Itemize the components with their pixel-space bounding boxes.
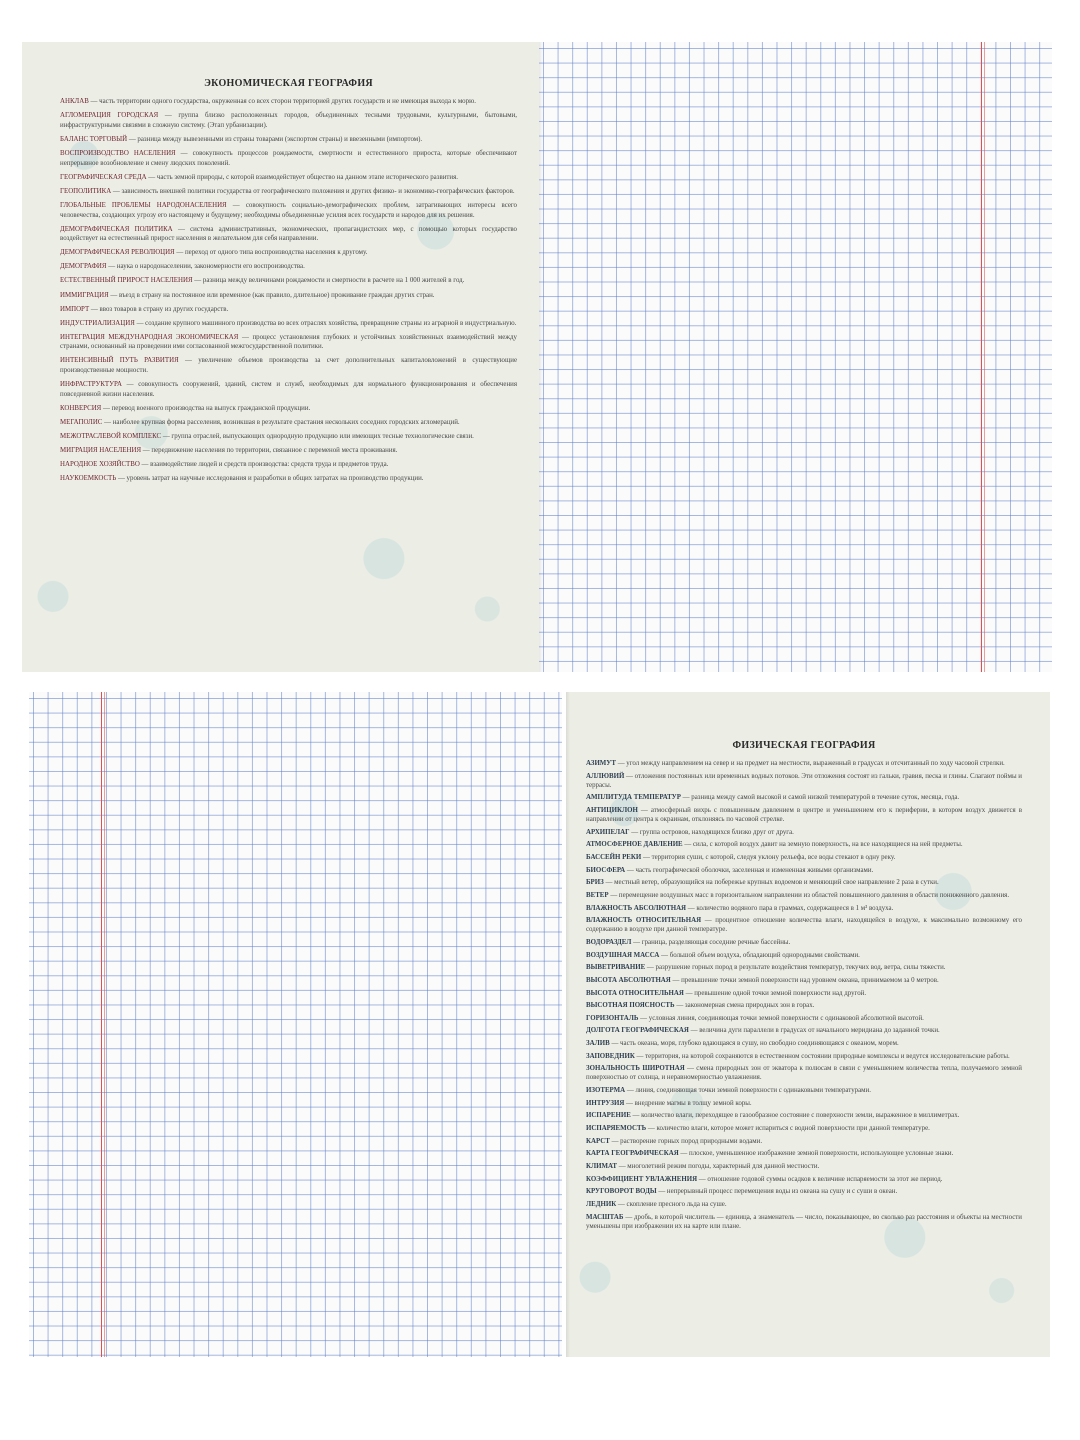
glossary-term: КАРТА ГЕОГРАФИЧЕСКАЯ — [586, 1150, 679, 1158]
glossary-entry — [60, 225, 517, 245]
glossary-definition: — дробь, в которой числитель — единица, а знаменатель — число, показывающее, во сколько раз расстояния и объекты на местности уменьшены при изображении их на карте или плане. — [586, 1213, 1022, 1230]
glossary-term: ИСПАРЯЕМОСТЬ — [586, 1125, 647, 1133]
glossary-definition: — отложения постоянных или временных водных потоков. Эти отложения состоят из гальки, гравия, песка и глины. Слагают поймы и террасы. — [586, 772, 1022, 789]
glossary-definition: — количество влаги, которое может испариться с водной поверхности при данной температуре. — [646, 1125, 930, 1133]
glossary-entry — [586, 1213, 1022, 1231]
glossary-entry — [60, 460, 517, 470]
glossary-entry — [586, 1026, 1022, 1035]
glossary-definition: — процесс установления глубоких и устойчивых хозяйственных взаимодействий между странами, основанный на проведении ими согласованной межгосударственной политики. — [60, 333, 517, 351]
glossary-entry — [586, 1111, 1022, 1120]
glossary-definition: — группа отраслей, выпускающих однородную продукцию или имеющих тесные технологические связи. — [161, 433, 474, 441]
glossary-definition: — создание крупного машинного производства во всех отраслях хозяйства, превращение страны из аграрной в индустриальную. — [134, 319, 517, 327]
glossary-entry — [586, 1064, 1022, 1082]
glossary-definition: — непрерывный процесс перемещения воды из океана на сушу и с суши в океан. — [656, 1188, 898, 1196]
glossary-definition: — территория суши, с которой, следуя уклону рельефа, все воды стекают в одну реку. — [641, 854, 896, 862]
glossary-definition: — разница между вывезенными из страны товарами (экспортом страны) и ввезенными (импортом). — [127, 135, 423, 143]
glossary-definition: — скопление пресного льда на суше. — [616, 1200, 727, 1208]
grid-page-top-right — [539, 42, 1052, 672]
glossary-term: ИСПАРЕНИЕ — [586, 1112, 631, 1120]
physical-geography-page — [566, 692, 1050, 1357]
glossary-entry — [586, 1124, 1022, 1133]
glossary-term: ЗАПОВЕДНИК — [586, 1052, 635, 1060]
glossary-definition: — передвижение населения по территории, связанное с переменой места проживания. — [141, 447, 398, 455]
glossary-term: КАРСТ — [586, 1137, 610, 1145]
glossary-definition: — граница, разделяющая соседние речные бассейны. — [631, 938, 791, 946]
glossary-term: АРХИПЕЛАГ — [586, 828, 630, 836]
glossary-entry — [60, 97, 517, 107]
glossary-entry — [586, 1001, 1022, 1010]
glossary-term: ВОЗДУШНАЯ МАССА — [586, 951, 660, 959]
page-title: ЭКОНОМИЧЕСКАЯ ГЕОГРАФИЯ — [204, 78, 373, 89]
glossary-term: КРУГОВОРОТ ВОДЫ — [586, 1188, 657, 1196]
glossary-term: КЛИМАТ — [586, 1162, 617, 1170]
glossary-term: ВЛАЖНОСТЬ АБСОЛЮТНАЯ — [586, 904, 687, 912]
glossary-entry — [60, 135, 517, 145]
glossary-term: БАЛАНС ТОРГОВЫЙ — [60, 135, 128, 143]
glossary-term: ГОРИЗОНТАЛЬ — [586, 1014, 639, 1022]
glossary-term: ВЫСОТА АБСОЛЮТНАЯ — [586, 976, 671, 984]
glossary-entry — [60, 187, 517, 197]
glossary-definition: — группа близко расположенных городов, объединенных тесными трудовыми, культурными, бытовыми, инфраструктурными связями в сложную систему. (Этап урбанизации). — [60, 112, 517, 129]
glossary-entry — [586, 1014, 1022, 1023]
glossary-entry — [586, 916, 1022, 934]
glossary-definition: — зависимость внешней политики государства от географического положения и других физико- и экономико-географических факторов. — [111, 187, 515, 195]
glossary-entry — [586, 1039, 1022, 1048]
glossary-term: ВЫВЕТРИВАНИЕ — [586, 964, 646, 972]
glossary-definition: — атмосферный вихрь с повышенным давлением в центре и уменьшением его к периферии, в котором воздух движется в направлении от центра к окраинам, отклоняясь по часовой стрелке. — [586, 807, 1022, 824]
glossary-term: ВЕТЕР — [586, 891, 609, 899]
glossary-definition: — уровень затрат на научные исследования и разработки в общих затратах на производство продукции. — [116, 475, 424, 483]
glossary-term: БРИЗ — [586, 879, 604, 887]
glossary-definition: — территория, на которой сохраняются в естественном состоянии природные комплексы и ведутся исследовательские работы. — [634, 1052, 1010, 1060]
glossary-entry — [586, 891, 1022, 900]
glossary-term: АЛЛЮВИЙ — [586, 772, 625, 780]
glossary-definition: — многолетний режим погоды, характерный для данной местности. — [616, 1162, 820, 1170]
glossary-term: ГЕОГРАФИЧЕСКАЯ СРЕДА — [60, 173, 147, 181]
glossary-entry — [586, 828, 1022, 837]
glossary-term: ДОЛГОТА ГЕОГРАФИЧЕСКАЯ — [586, 1027, 689, 1035]
glossary-entry — [586, 759, 1022, 768]
glossary-definition: — большой объем воздуха, обладающий однородными свойствами. — [659, 951, 860, 959]
grid-page-bottom-left — [29, 692, 562, 1357]
glossary-entry — [586, 1086, 1022, 1095]
glossary-definition: — часть океана, моря, глубоко вдающаяся в сушу, но свободно соединяющаяся с океаном, морем. — [609, 1040, 899, 1048]
glossary-term: МЕЖОТРАСЛЕВОЙ КОМПЛЕКС — [60, 433, 162, 441]
glossary-definition: — величина дуги параллели в градусах от начального меридиана до заданной точки. — [688, 1027, 940, 1035]
glossary-entry — [60, 173, 517, 183]
glossary-entry — [60, 111, 517, 131]
glossary-definition: — процентное отношение количества влаги, находящейся в воздухе, к максимально возможному его содержанию в воздухе при данной температуре. — [586, 917, 1022, 934]
glossary-term: ЗОНАЛЬНОСТЬ ШИРОТНАЯ — [586, 1065, 685, 1073]
glossary-entry — [586, 938, 1022, 947]
glossary-term: ВОСПРОИЗВОДСТВО НАСЕЛЕНИЯ — [60, 149, 176, 157]
glossary-definition: — разрушение горных пород в результате воздействия температур, текучих вод, ветра, силы тяжести. — [645, 964, 946, 972]
glossary-entry — [586, 878, 1022, 887]
glossary-term: ДЕМОГРАФИЯ — [60, 263, 107, 271]
glossary-term: БАССЕЙН РЕКИ — [586, 854, 642, 862]
margin-line — [984, 42, 985, 672]
margin-line — [101, 692, 102, 1357]
glossary-term: АНТИЦИКЛОН — [586, 807, 638, 815]
glossary-term: ИНТЕНСИВНЫЙ ПУТЬ РАЗВИТИЯ — [60, 357, 179, 365]
glossary-entry — [586, 1052, 1022, 1061]
glossary-term: МАСШТАБ — [586, 1213, 624, 1221]
glossary-entry — [60, 149, 517, 169]
glossary-entry — [586, 840, 1022, 849]
glossary-entry — [586, 853, 1022, 862]
glossary-entry — [586, 772, 1022, 790]
glossary-definition: — сила, с которой воздух давит на земную поверхность, на все находящиеся на ней предметы. — [682, 841, 963, 849]
glossary-term: ДЕМОГРАФИЧЕСКАЯ РЕВОЛЮЦИЯ — [60, 249, 175, 257]
glossary-definition: — увеличение объемов производства за счет дополнительных капиталовложений в существующие производственные мощности. — [60, 357, 517, 375]
glossary-entry — [60, 380, 517, 400]
glossary-definition: — отношение годовой суммы осадков к величине испаряемости за этот же период. — [697, 1175, 943, 1183]
glossary-entry — [60, 333, 517, 353]
glossary-definition: — местный ветер, образующийся на побережье крупных водоемов и меняющий свое направление 2 раза в сутки. — [603, 879, 939, 887]
glossary-definition: — часть территории одного государства, окруженная со всех сторон территорией других государств и не имеющая выхода к морю. — [88, 98, 476, 105]
glossary-term: ГЕОПОЛИТИКА — [60, 187, 112, 195]
spine-shadow — [566, 692, 570, 1357]
glossary-definition: — условная линия, соединяющая точки земной поверхности с одинаковой абсолютной высотой. — [638, 1014, 924, 1022]
glossary-term: ИНТЕГРАЦИЯ МЕЖДУНАРОДНАЯ ЭКОНОМИЧЕСКАЯ — [60, 333, 239, 341]
glossary-definition: — ввоз товаров в страну из других государств. — [89, 305, 229, 313]
glossary-entry — [586, 951, 1022, 960]
glossary-definition: — перевод военного производства на выпуск гражданской продукции. — [101, 405, 311, 413]
glossary-entry — [586, 989, 1022, 998]
glossary-entry — [586, 963, 1022, 972]
glossary-entry — [586, 866, 1022, 875]
glossary-entry — [60, 356, 517, 376]
glossary-definition: — часть земной природы, с которой взаимодействует общество на данном этапе исторического развития. — [146, 173, 458, 181]
glossary-definition: — количество водяного пара в граммах, содержащееся в 1 м³ воздуха. — [686, 904, 894, 912]
glossary-term: ИМПОРТ — [60, 305, 90, 313]
glossary-entry — [586, 1137, 1022, 1146]
glossary-term: НАРОДНОЕ ХОЗЯЙСТВО — [60, 461, 140, 469]
glossary-term: МИГРАЦИЯ НАСЕЛЕНИЯ — [60, 447, 142, 455]
glossary-entry — [586, 976, 1022, 985]
glossary-term: АЗИМУТ — [586, 760, 616, 767]
glossary-term: ВЛАЖНОСТЬ ОТНОСИТЕЛЬНАЯ — [586, 917, 702, 925]
glossary-entry — [60, 319, 517, 329]
glossary-entry — [60, 201, 517, 221]
glossary-term: АТМОСФЕРНОЕ ДАВЛЕНИЕ — [586, 841, 683, 849]
glossary-definition: — линия, соединяющая точки земной поверхности с одинаковыми температурами. — [625, 1087, 871, 1095]
glossary-definition: — совокупность процессов рождаемости, смертности и естественного прироста, которые обеспечивают непрерывное возобновление и смену людских поколений. — [60, 149, 517, 167]
glossary-list — [586, 759, 1022, 1231]
glossary-term: ВОДОРАЗДЕЛ — [586, 938, 632, 946]
glossary-definition: — превышение одной точки земной поверхности над другой. — [683, 989, 867, 997]
glossary-term: МЕГАПОЛИС — [60, 419, 103, 427]
glossary-definition: — растворение горных пород природными водами. — [609, 1137, 763, 1145]
glossary-term: ИНДУСТРИАЛИЗАЦИЯ — [60, 319, 135, 327]
glossary-entry — [586, 793, 1022, 802]
economic-geography-page — [22, 42, 539, 672]
spine-shadow — [539, 42, 543, 672]
glossary-term: ЗАЛИВ — [586, 1040, 610, 1048]
glossary-entry — [60, 432, 517, 442]
glossary-term: АМПЛИТУДА ТЕМПЕРАТУР — [586, 794, 681, 802]
glossary-entry — [60, 404, 517, 414]
glossary-definition: — совокупность социально-демографических проблем, затрагивающих интересы всего человечества, создающих угрозу его настоящему и будущему; необходимы объединенные усилия всех государств и народов для их решения. — [60, 201, 517, 219]
glossary-entry — [60, 262, 517, 272]
glossary-term: ВЫСОТНАЯ ПОЯСНОСТЬ — [586, 1002, 675, 1010]
glossary-definition: — переход от одного типа воспроизводства населения к другому. — [174, 249, 368, 257]
glossary-term: ИЗОТЕРМА — [586, 1087, 626, 1095]
glossary-term: НАУКОЕМКОСТЬ — [60, 475, 117, 483]
page-title: ФИЗИЧЕСКАЯ ГЕОГРАФИЯ — [732, 740, 876, 751]
glossary-term: ИНТРУЗИЯ — [586, 1099, 625, 1107]
glossary-term: КОЭФФИЦИЕНТ УВЛАЖНЕНИЯ — [586, 1175, 698, 1183]
glossary-entry — [586, 1162, 1022, 1171]
glossary-definition: — плоское, уменьшенное изображение земной поверхности, использующее условные знаки. — [678, 1150, 954, 1158]
glossary-entry — [60, 446, 517, 456]
glossary-term: БИОСФЕРА — [586, 866, 626, 874]
glossary-term: ГЛОБАЛЬНЫЕ ПРОБЛЕМЫ НАРОДОНАСЕЛЕНИЯ — [60, 201, 227, 209]
glossary-definition: — въезд в страну на постоянное или временное (как правило, длительное) проживание граждан других стран. — [108, 291, 435, 299]
glossary-term: ВЫСОТА ОТНОСИТЕЛЬНАЯ — [586, 989, 684, 997]
glossary-definition: — наука о народонаселении, закономерности его воспроизводства. — [106, 263, 305, 271]
glossary-definition: — разница между самой высокой и самой низкой температурой в течение суток, месяца, года. — [680, 794, 960, 802]
glossary-term: КОНВЕРСИЯ — [60, 405, 102, 413]
glossary-entry — [60, 276, 517, 286]
glossary-definition: — превышение точки земной поверхности над уровнем океана, принимаемом за 0 метров. — [670, 976, 939, 984]
glossary-entry — [60, 305, 517, 315]
glossary-entry — [586, 806, 1022, 824]
glossary-entry — [60, 291, 517, 301]
glossary-definition: — смена природных зон от экватора к полюсам в связи с уменьшением количества тепла, получаемого земной поверхностью от солнца, и неравномерностью увлажнения. — [586, 1065, 1022, 1082]
glossary-entry — [586, 904, 1022, 913]
glossary-term: ИНФРАСТРУКТУРА — [60, 381, 122, 389]
glossary-list — [60, 97, 517, 484]
glossary-entry — [586, 1149, 1022, 1158]
glossary-definition: — разница между величинами рождаемости и смертности в расчете на 1 000 жителей в год. — [192, 277, 465, 285]
margin-line — [104, 692, 105, 1357]
glossary-definition: — группа островов, находящихся близко друг от друга. — [629, 828, 794, 836]
glossary-definition: — система административных, экономических, пропагандистских мер, с помощью которых государство воздействует на естественный прирост населения в желательном для себя направлении. — [60, 225, 517, 243]
glossary-term: ДЕМОГРАФИЧЕСКАЯ ПОЛИТИКА — [60, 225, 173, 233]
glossary-definition: — совокупность сооружений, зданий, систем и служб, необходимых для нормального функционирования и обеспечения повседневной жизни населения. — [60, 381, 517, 398]
glossary-entry — [586, 1187, 1022, 1196]
glossary-entry — [586, 1099, 1022, 1108]
glossary-definition: — взаимодействие людей и средств производства: средств труда и предметов труда. — [139, 461, 389, 469]
glossary-definition: — перемещение воздушных масс в горизонтальном направлении из областей повышенного давления в области пониженного давления. — [608, 891, 1010, 899]
glossary-term: АГЛОМЕРАЦИЯ ГОРОДСКАЯ — [60, 112, 159, 120]
glossary-term: АНКЛАВ — [60, 98, 89, 105]
glossary-definition: — внедрение магмы в толщу земной коры. — [624, 1099, 752, 1107]
glossary-term: ИММИГРАЦИЯ — [60, 291, 109, 299]
glossary-term: ЕСТЕСТВЕННЫЙ ПРИРОСТ НАСЕЛЕНИЯ — [60, 277, 193, 285]
glossary-definition: — наиболее крупная форма расселения, возникшая в результате срастания нескольких соседних городских агломераций. — [102, 419, 460, 427]
margin-line — [981, 42, 982, 672]
glossary-definition: — часть географической оболочки, заселенная и измененная живыми организмами. — [625, 866, 874, 874]
glossary-term: ЛЕДНИК — [586, 1200, 617, 1208]
glossary-definition: — количество влаги, переходящее в газообразное состояние с поверхности земли, выраженное в миллиметрах. — [630, 1112, 960, 1120]
glossary-definition: — угол между направлением на север и на предмет на местности, выраженный в градусах и отсчитанный по ходу часовой стрелки. — [615, 760, 1005, 767]
glossary-entry — [60, 418, 517, 428]
glossary-entry — [586, 1175, 1022, 1184]
glossary-entry — [60, 248, 517, 258]
glossary-entry — [60, 474, 517, 484]
glossary-definition: — закономерная смена природных зон в горах. — [674, 1002, 815, 1010]
glossary-entry — [586, 1200, 1022, 1209]
